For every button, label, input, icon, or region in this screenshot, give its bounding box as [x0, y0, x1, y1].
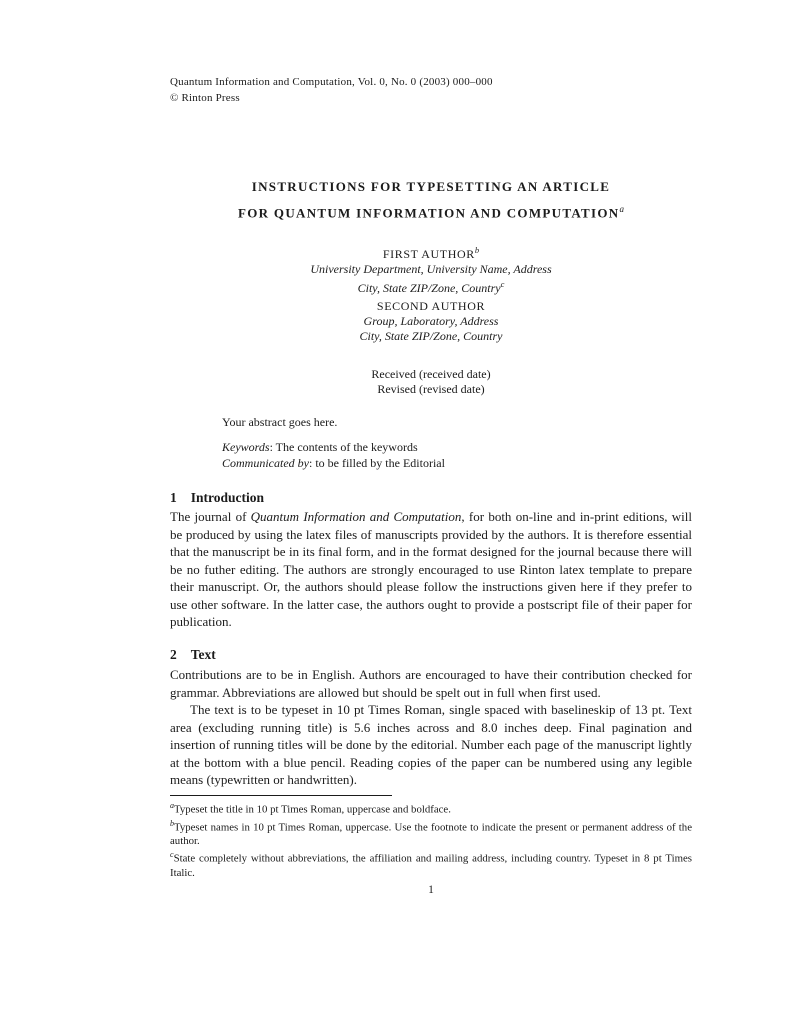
second-author-name-text: SECOND AUTHOR [376, 299, 486, 313]
text-column [170, 0, 692, 1028]
footnote-a [170, 799, 692, 817]
footnote-b-text: Typeset names in 10 pt Times Roman, uppercase. Use the footnote to indicate the present or permanent address of the author. [170, 821, 692, 848]
title-line-1-text: INSTRUCTIONS FOR TYPESETTING AN ARTICLE [251, 179, 611, 194]
footnote-a-text: Typeset the title in 10 pt Times Roman, uppercase and boldface. [174, 803, 451, 816]
section-2-heading [170, 647, 692, 663]
author-block-second [170, 299, 692, 344]
footnotes-block [170, 799, 692, 880]
first-author-name-text: FIRST AUTHOR [382, 247, 475, 261]
intro-text-pre: The journal of [170, 509, 251, 524]
communicated-by-label: Communicated by [222, 456, 309, 470]
section-2-paragraph-1: Contributions are to be in English. Authors are encouraged to have their contribution checked for grammar. Abbreviations are allowed but should be spelt out in full when first used. [170, 667, 692, 700]
footnote-c-mark: c [170, 850, 174, 860]
section-1-heading [170, 490, 692, 506]
journal-volume-line: Quantum Information and Computation, Vol. 0, No. 0 (2003) 000–000 [170, 76, 493, 88]
footnote-separator-rule [170, 795, 392, 796]
communicated-by-text: : to be filled by the Editorial [308, 456, 445, 470]
section-1-paragraph [170, 508, 692, 631]
section-1-number: 1 [170, 490, 177, 505]
footnote-b [170, 817, 692, 849]
communicated-by-line [222, 456, 642, 471]
first-author-affiliation-1: University Department, University Name, Address [310, 262, 552, 276]
article-title [170, 176, 692, 224]
second-author-affiliation-2: City, State ZIP/Zone, Country [359, 329, 503, 343]
section-2-number: 2 [170, 647, 177, 662]
first-author-affiliation-2-text: City, State ZIP/Zone, Country [357, 281, 501, 295]
running-header [170, 74, 692, 106]
title-line-2-text: FOR QUANTUM INFORMATION AND COMPUTATION [238, 205, 620, 221]
title-line-1 [170, 176, 692, 198]
section-2-title: Text [190, 647, 216, 662]
dates-block [170, 367, 692, 397]
footnote-b-mark: b [170, 818, 174, 828]
first-author-name [170, 243, 692, 262]
received-date-line: Received (received date) [371, 367, 491, 381]
section-2-paragraph-2: The text is to be typeset in 10 pt Times Roman, single spaced with baselineskip of 13 pt. Text area (excluding running title) is 5.6 inches across and 8.0 inches deep. Final pagination and insertion of running titles will be done by the editorial. Number each page of the manuscript lightly at the bottom with a blue pencil. Reading copies of the paper can be numbered using any legible means (typewritten or handwritten). [170, 702, 692, 787]
author-block-first [170, 243, 692, 296]
first-author-affiliation-2 [170, 277, 692, 296]
footnote-c-text: State completely without abbreviations, the affiliation and mailing address, including country. Typeset in 8 pt Times Italic. [170, 852, 692, 879]
affiliation-footnote-mark: c [500, 279, 505, 289]
first-author-footnote-mark: b [474, 245, 480, 255]
keywords-line [222, 440, 642, 455]
section-2-paragraphs [170, 666, 692, 789]
title-footnote-mark: a [619, 204, 624, 214]
revised-date-line: Revised (revised date) [377, 382, 485, 396]
second-author-name [170, 299, 692, 314]
intro-text-post: , for both on-line and in-print editions, will be produced by using the latex files of manuscripts provided by the authors. It is therefore essential that the manuscript be in its final form, and in the format designed for the journal because there will be no futher editing. The authors are strongly encouraged to use Rinton latex template to prepare their manuscript. Or, the authors should please follow the instructions given here if they prefer to use other software. In the latter case, the authors ought to provide a postscript file of their paper for publication. [170, 509, 692, 629]
footnote-a-mark: a [170, 801, 174, 810]
second-author-affiliation-1: Group, Laboratory, Address [363, 314, 499, 328]
intro-journal-name: Quantum Information and Computation [250, 509, 462, 524]
page-number: 1 [428, 884, 434, 896]
abstract-text: Your abstract goes here. [222, 415, 338, 429]
footnote-c [170, 848, 692, 880]
title-line-2 [170, 198, 692, 224]
keywords-text: : The contents of the keywords [269, 440, 418, 454]
section-1-title: Introduction [190, 490, 265, 505]
copyright-line: © Rinton Press [170, 92, 240, 104]
keywords-label: Keywords [222, 440, 270, 454]
